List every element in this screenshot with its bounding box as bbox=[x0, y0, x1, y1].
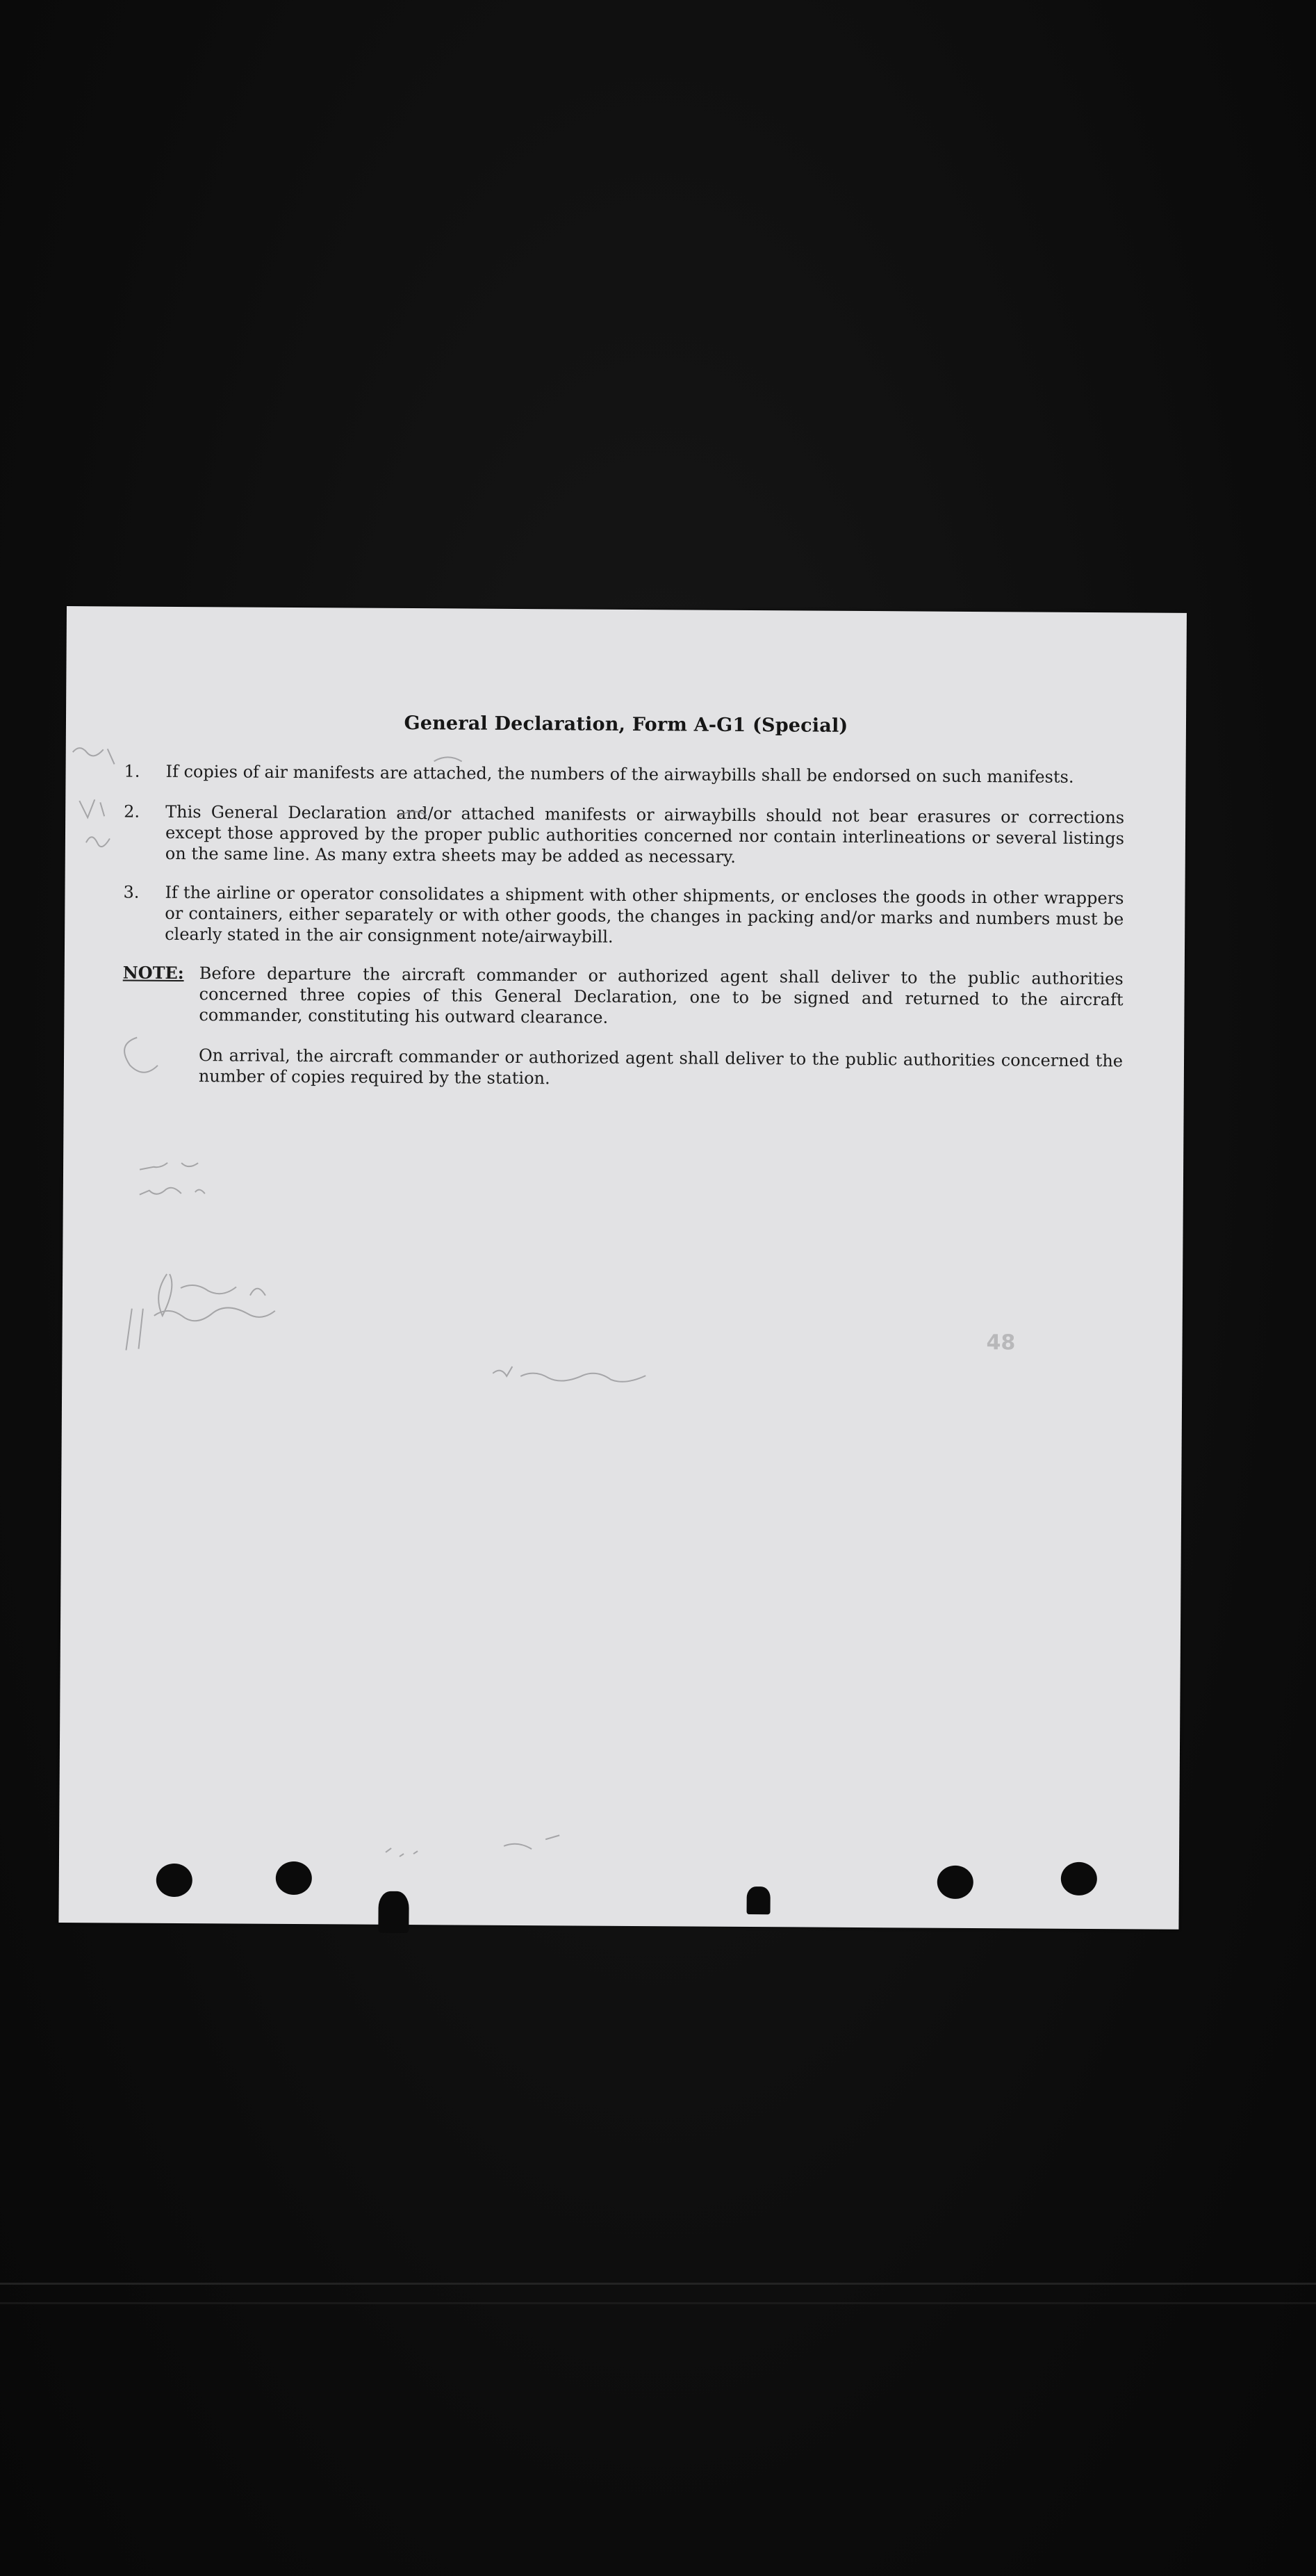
item-text: This General Declaration and/or attached manifests or airwaybills should not bear erasures or corrections except those approved by the proper public authorities concerned nor contain interlineations or several listings on the same line. As many extra sheets may be added as necessary. bbox=[165, 801, 1125, 867]
punch-hole bbox=[276, 1861, 312, 1895]
note-label: NOTE: bbox=[122, 962, 184, 984]
note-paragraph-2: On arrival, the aircraft commander or authorized agent shall deliver to the public authorities concerned the number of copies required by the station. bbox=[198, 1045, 1124, 1089]
faint-page-number: 48 bbox=[986, 1330, 1016, 1355]
item-text: If the airline or operator consolidates a shipment with other shipments, or encloses the goods in other wrappers or containers, either separately or with other goods, the changes in packing and/or marks and numbers must be clearly stated in the air consignment note/airwaybill. bbox=[165, 882, 1124, 947]
handwriting-marks bbox=[58, 606, 1187, 1930]
document-page bbox=[58, 606, 1187, 1930]
item-number: 2. bbox=[124, 801, 140, 822]
punch-hole bbox=[937, 1866, 973, 1899]
item-number: 3. bbox=[123, 882, 140, 902]
scan-artifact-line bbox=[0, 2283, 1316, 2285]
punch-hole bbox=[156, 1864, 192, 1897]
punch-hole bbox=[1061, 1862, 1097, 1896]
edge-tear bbox=[378, 1891, 409, 1933]
scan-artifact-line bbox=[0, 2302, 1316, 2304]
note-paragraph-1: Before departure the aircraft commander or authorized agent shall deliver to the public authorities concerned three copies of this General Declaration, one to be signed and returned to the aircraft commander, constituting his outward clearance. bbox=[199, 963, 1124, 1027]
document-title: General Declaration, Form A-G1 (Special) bbox=[404, 712, 848, 737]
item-number: 1. bbox=[124, 761, 140, 781]
edge-tear bbox=[747, 1886, 771, 1914]
item-text: If copies of air manifests are attached, the numbers of the airwaybills shall be endorsed on such manifests. bbox=[165, 761, 1074, 787]
